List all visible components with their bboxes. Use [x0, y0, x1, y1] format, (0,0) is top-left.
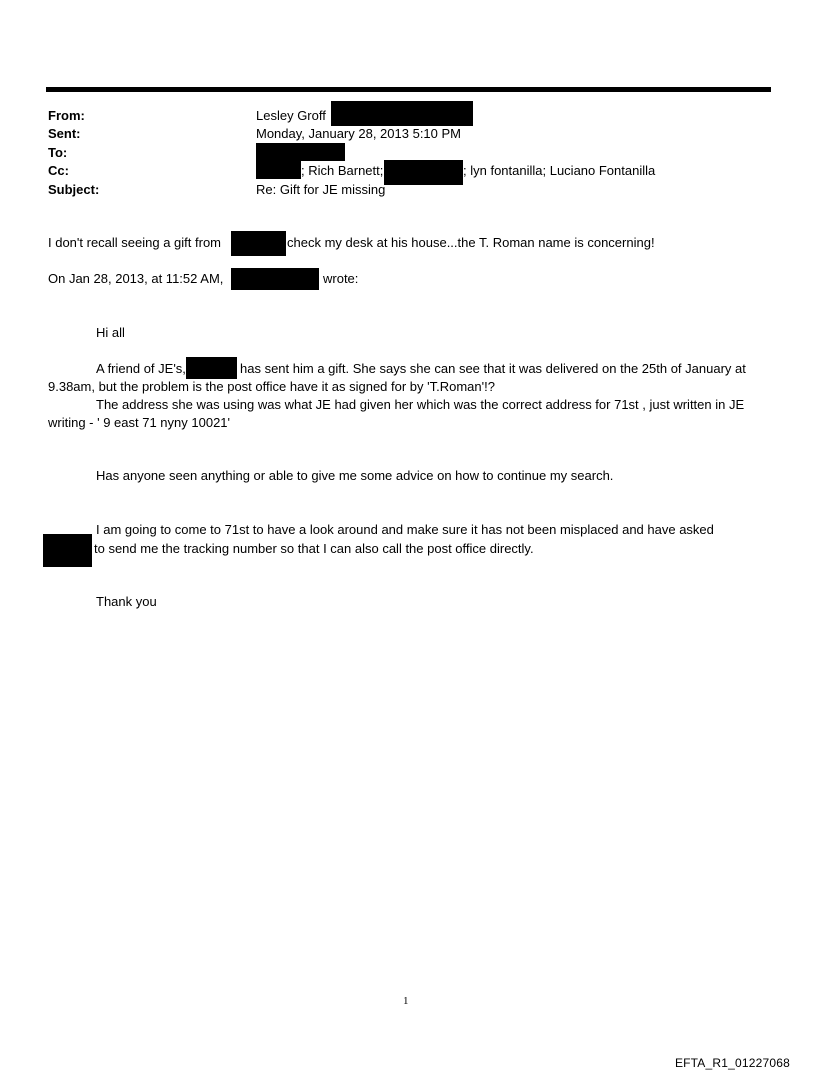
header-rule: [46, 87, 771, 92]
para4-line2: to send me the tracking number so that I can also call the post office directly.: [94, 541, 534, 556]
document-id: EFTA_R1_01227068: [674, 1056, 790, 1070]
from-label: From:: [48, 108, 85, 123]
quote-header-suffix: wrote:: [323, 271, 359, 286]
closing: Thank you: [96, 594, 157, 609]
quote-sender-redaction: [231, 268, 319, 290]
subject-value: Re: Gift for JE missing: [256, 182, 386, 197]
from-email-redaction: [331, 101, 473, 126]
cc-value-part2: ; lyn fontanilla; Luciano Fontanilla: [463, 163, 656, 178]
para2-line1: The address she was using was what JE had given her which was the correct address for 71st , just written in JE: [96, 397, 745, 412]
para2-line2: writing - ' 9 east 71 nyny 10021': [48, 415, 231, 430]
reply-text-a: I don't recall seeing a gift from: [48, 235, 222, 250]
cc-redaction-1: [256, 161, 301, 179]
para4-redaction: [43, 534, 92, 567]
friend-name-redaction: [186, 357, 237, 379]
greeting: Hi all: [96, 325, 125, 340]
from-value: Lesley Groff: [256, 108, 326, 123]
cc-redaction-2: [384, 160, 463, 185]
sent-label: Sent:: [48, 126, 81, 141]
subject-label: Subject:: [48, 182, 100, 197]
reply-text-b: check my desk at his house...the T. Roman name is concerning!: [287, 235, 655, 250]
para1-line2: 9.38am, but the problem is the post office have it as signed for by 'T.Roman'!?: [48, 379, 495, 394]
para4-line1: I am going to come to 71st to have a look around and make sure it has not been misplaced and have asked: [96, 522, 714, 537]
reply-redaction: [231, 231, 286, 256]
page-number: 1: [403, 995, 409, 1007]
to-redaction: [256, 143, 345, 161]
cc-label: Cc:: [48, 163, 69, 178]
cc-value-part1: ; Rich Barnett;: [301, 163, 384, 178]
quote-header-prefix: On Jan 28, 2013, at 11:52 AM,: [48, 271, 224, 286]
sent-value: Monday, January 28, 2013 5:10 PM: [256, 126, 461, 141]
para1-line1-b: has sent him a gift. She says she can see that it was delivered on the 25th of January at: [240, 361, 746, 376]
to-label: To:: [48, 145, 68, 160]
para1-line1-a: A friend of JE's,: [96, 361, 186, 376]
para3: Has anyone seen anything or able to give me some advice on how to continue my search.: [96, 468, 614, 483]
